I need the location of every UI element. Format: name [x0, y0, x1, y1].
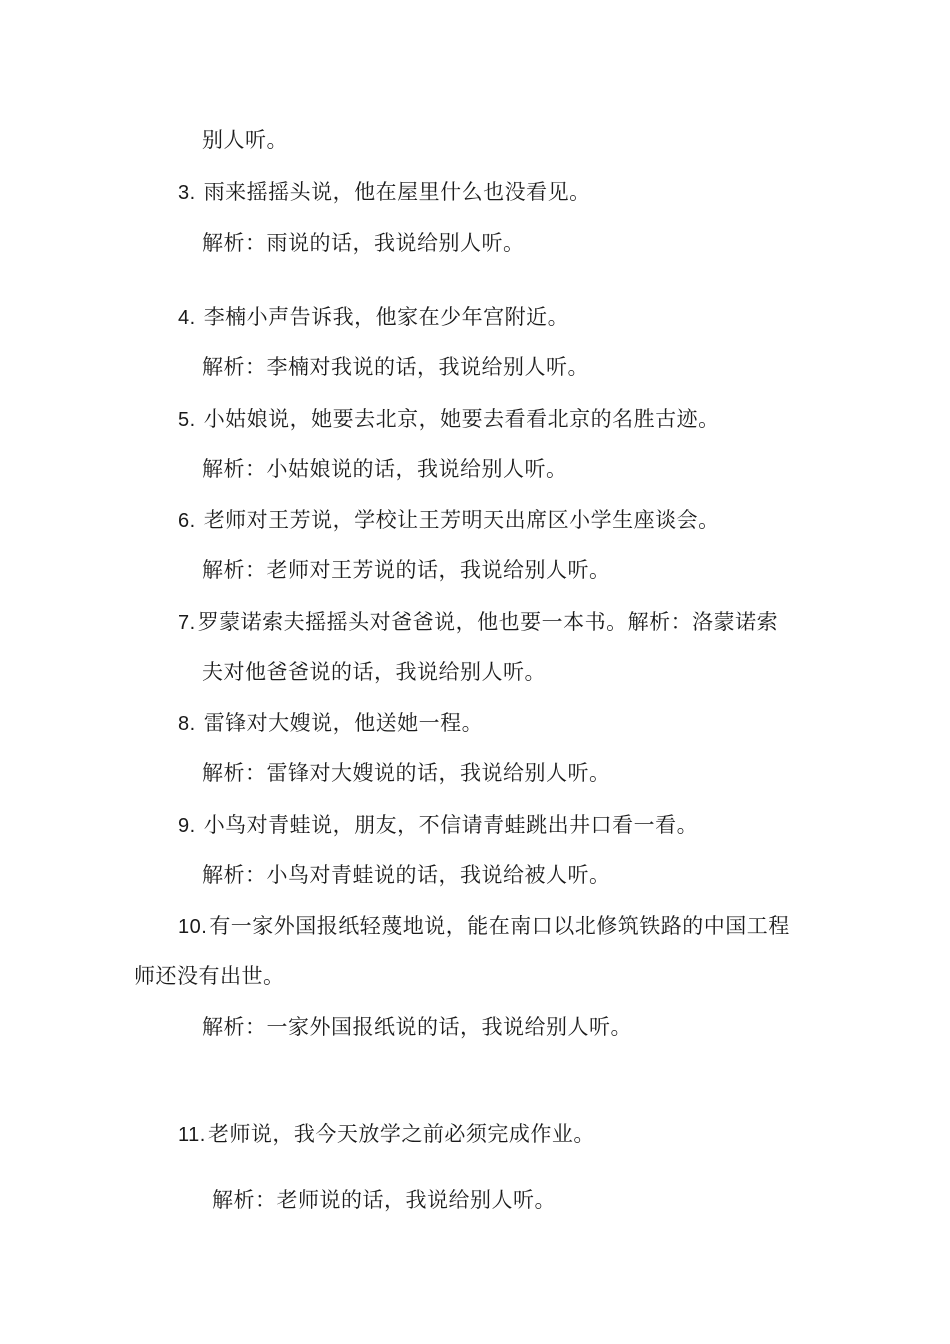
analysis-text: 解析：老师对王芳说的话，我说给别人听。 — [202, 558, 611, 582]
analysis-line — [202, 1014, 632, 1040]
line-text: 夫对他爸爸说的话，我说给别人听。 — [202, 660, 546, 684]
item-text: 小姑娘说，她要去北京，她要去看看北京的名胜古迹。 — [203, 407, 720, 431]
numbered-item-9 — [178, 812, 698, 839]
item-number: 7. — [178, 612, 196, 634]
item-number: 4. — [178, 307, 196, 329]
text-line — [202, 659, 546, 685]
item-text: 小鸟对青蛙说，朋友，不信请青蛙跳出井口看一看。 — [203, 813, 699, 837]
item-number: 9. — [178, 815, 196, 837]
analysis-line — [202, 456, 568, 482]
item-number: 3. — [178, 182, 196, 204]
item-text: 雷锋对大嫂说，他送她一程。 — [203, 711, 484, 735]
analysis-line — [212, 1187, 556, 1213]
analysis-line — [202, 862, 611, 888]
item-text: 雨来摇摇头说，他在屋里什么也没看见。 — [203, 180, 591, 204]
analysis-text: 解析：小姑娘说的话，我说给别人听。 — [202, 457, 568, 481]
item-number: 10. — [178, 916, 208, 938]
item-number: 11. — [178, 1124, 206, 1146]
item-number: 5. — [178, 409, 196, 431]
numbered-item-4 — [178, 304, 569, 331]
item-text: 罗蒙诺索夫摇摇头对爸爸说，他也要一本书。解析：洛蒙诺索 — [197, 610, 779, 634]
analysis-line — [202, 557, 611, 583]
analysis-text: 解析：老师说的话，我说给别人听。 — [212, 1188, 556, 1212]
analysis-text: 解析：小鸟对青蛙说的话，我说给被人听。 — [202, 863, 611, 887]
analysis-text: 解析：一家外国报纸说的话，我说给别人听。 — [202, 1015, 632, 1039]
text-line — [134, 963, 285, 989]
analysis-text: 解析：雨说的话，我说给别人听。 — [202, 231, 525, 255]
item-text: 有一家外国报纸轻蔑地说，能在南口以北修筑铁路的中国工程 — [209, 914, 790, 938]
text-line — [202, 127, 288, 153]
analysis-line — [202, 230, 525, 256]
numbered-item-3 — [178, 179, 591, 206]
item-text: 老师说，我今天放学之前必须完成作业。 — [207, 1122, 595, 1146]
numbered-item-6 — [178, 507, 720, 534]
analysis-line — [202, 760, 611, 786]
item-number: 6. — [178, 510, 196, 532]
item-text: 李楠小声告诉我，他家在少年宫附近。 — [203, 305, 570, 329]
numbered-item-7 — [178, 609, 778, 636]
analysis-text: 解析：李楠对我说的话，我说给别人听。 — [202, 355, 589, 379]
numbered-item-11 — [178, 1121, 595, 1148]
analysis-text: 解析：雷锋对大嫂说的话，我说给别人听。 — [202, 761, 611, 785]
item-number: 8. — [178, 713, 196, 735]
line-text: 别人听。 — [202, 128, 288, 152]
numbered-item-5 — [178, 406, 720, 433]
analysis-line — [202, 354, 589, 380]
item-text: 老师对王芳说，学校让王芳明天出席区小学生座谈会。 — [203, 508, 720, 532]
line-text: 师还没有出世。 — [134, 964, 285, 988]
numbered-item-8 — [178, 710, 483, 737]
numbered-item-10 — [178, 913, 790, 940]
